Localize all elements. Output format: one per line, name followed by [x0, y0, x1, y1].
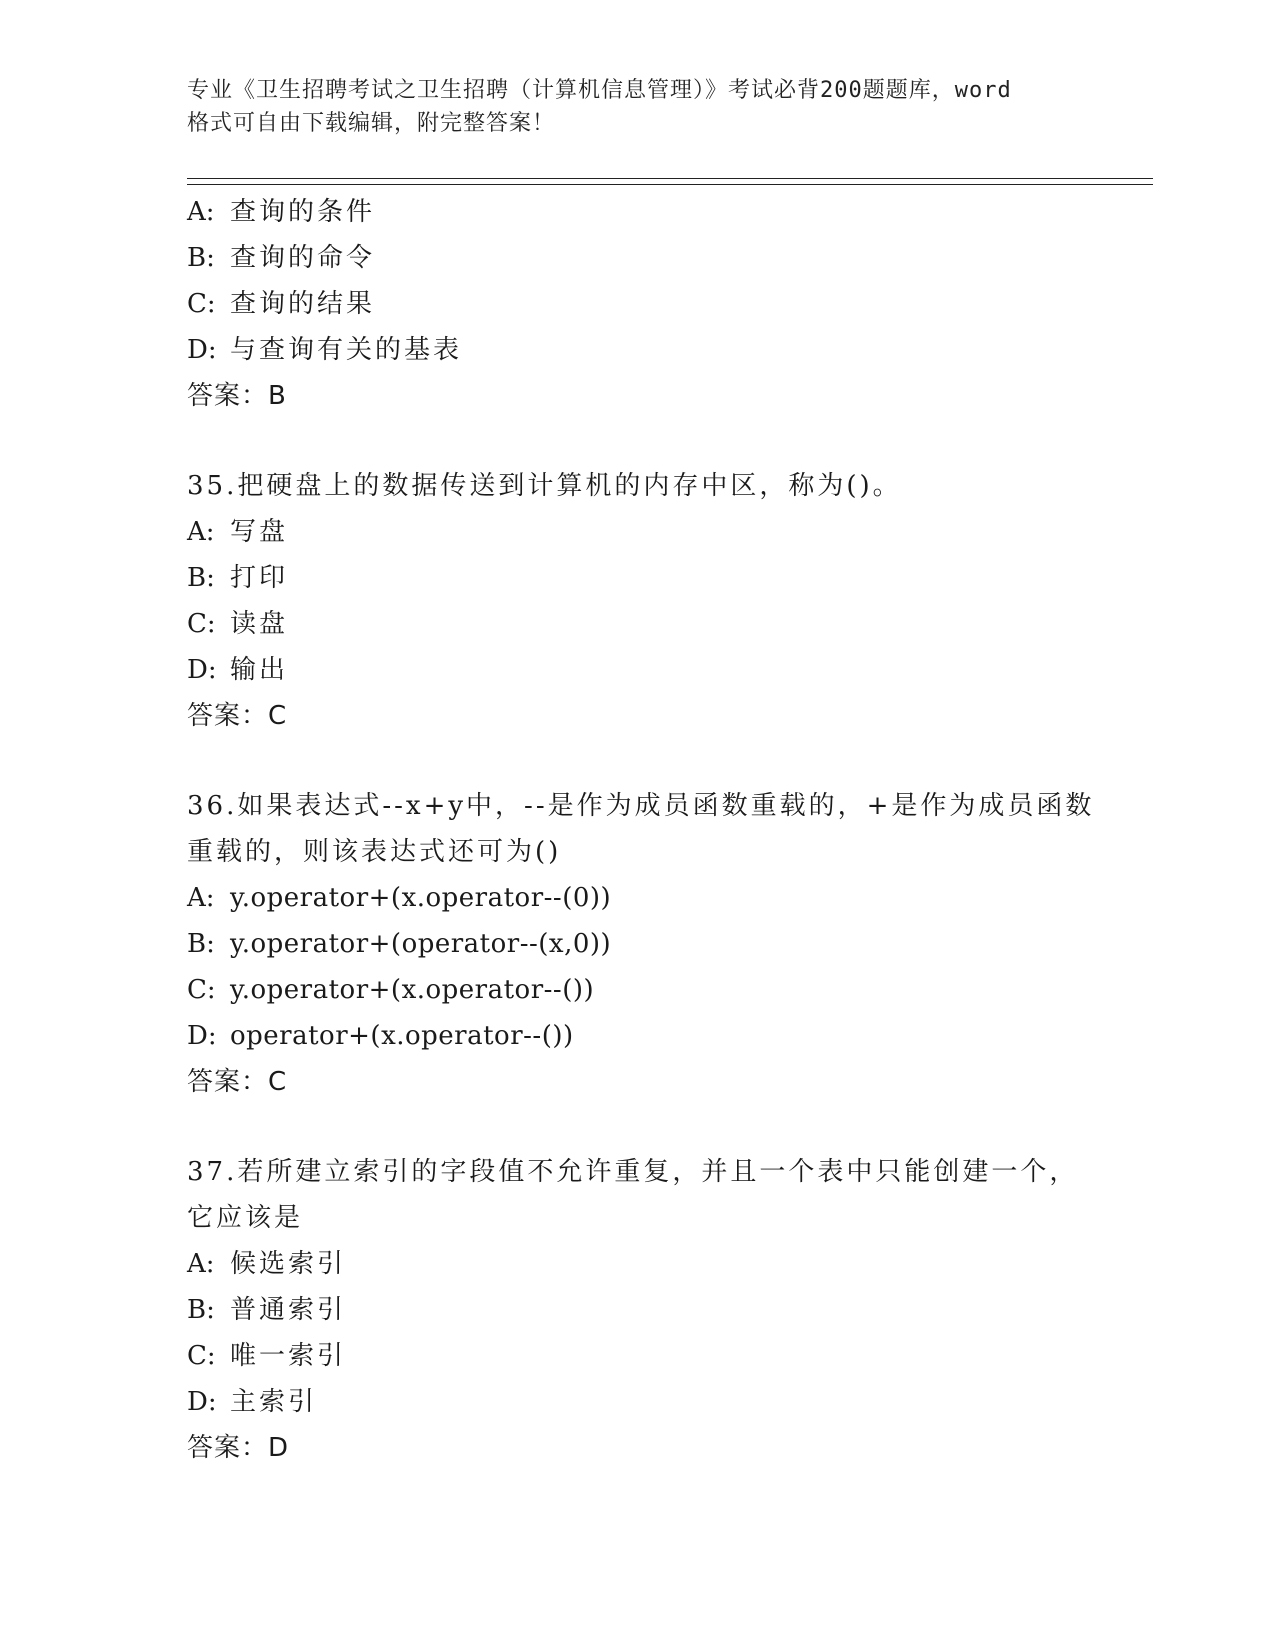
option-letter: D:: [187, 655, 217, 685]
option-d: [187, 647, 1107, 693]
option-text: 查询的条件: [230, 197, 376, 227]
option-letter: A:: [187, 197, 215, 227]
option-text: y.operator+(x.operator--()): [230, 975, 595, 1005]
option-letter: A:: [187, 883, 215, 913]
option-letter: B:: [187, 243, 215, 273]
option-d: [187, 1013, 1107, 1059]
option-a: [187, 189, 1107, 235]
option-text: 查询的结果: [230, 289, 376, 319]
option-text: y.operator+(operator--(x,0)): [230, 929, 612, 959]
option-text: 唯一索引: [230, 1341, 347, 1371]
spacer: [187, 419, 1107, 463]
option-text: 打印: [230, 563, 289, 593]
option-c: [187, 1333, 1107, 1379]
answer: 答案：B: [187, 381, 287, 411]
option-letter: D:: [187, 335, 217, 365]
option-text: 输出: [230, 655, 289, 685]
option-b: [187, 1287, 1107, 1333]
option-letter: D:: [187, 1021, 217, 1051]
question-stem-line-2: 重载的，则该表达式还可为(): [187, 837, 562, 867]
option-text: operator+(x.operator--()): [230, 1021, 574, 1051]
header-rule-top: [187, 178, 1153, 179]
question-35: [187, 463, 1107, 739]
question-stem-line-2: 它应该是: [187, 1203, 304, 1233]
answer: 答案：D: [187, 1433, 290, 1463]
option-letter: C:: [187, 609, 216, 639]
option-text: 查询的命令: [230, 243, 376, 273]
option-letter: B:: [187, 929, 215, 959]
header-line-1: 专业《卫生招聘考试之卫生招聘（计算机信息管理）》考试必背200题题库，word: [187, 78, 1012, 103]
question-stem: 35.把硬盘上的数据传送到计算机的内存中区，称为()。: [187, 471, 902, 501]
option-text: y.operator+(x.operator--(0)): [230, 883, 612, 913]
answer: 答案：C: [187, 701, 288, 731]
question-stem-line-1: 36.如果表达式--x+y中，--是作为成员函数重载的，+是作为成员函数: [187, 791, 1095, 821]
header-rule-bottom: [187, 184, 1153, 185]
option-letter: D:: [187, 1387, 217, 1417]
option-letter: B:: [187, 1295, 215, 1325]
option-d: [187, 1379, 1107, 1425]
option-text: 与查询有关的基表: [230, 335, 463, 365]
spacer: [187, 739, 1107, 783]
option-a: [187, 875, 1107, 921]
option-text: 读盘: [230, 609, 289, 639]
option-d: [187, 327, 1107, 373]
option-letter: C:: [187, 975, 216, 1005]
option-a: [187, 509, 1107, 555]
option-b: [187, 555, 1107, 601]
option-text: 写盘: [230, 517, 289, 547]
document-header: [187, 74, 1087, 140]
question-list: [187, 189, 1107, 1471]
option-a: [187, 1241, 1107, 1287]
option-text: 主索引: [230, 1387, 318, 1417]
question-34: [187, 189, 1107, 419]
option-c: [187, 967, 1107, 1013]
spacer: [187, 1105, 1107, 1149]
option-letter: C:: [187, 1341, 216, 1371]
option-letter: C:: [187, 289, 216, 319]
option-letter: A:: [187, 1249, 215, 1279]
option-b: [187, 235, 1107, 281]
option-c: [187, 601, 1107, 647]
option-b: [187, 921, 1107, 967]
answer: 答案：C: [187, 1067, 288, 1097]
option-c: [187, 281, 1107, 327]
question-37: [187, 1149, 1107, 1471]
question-36: [187, 783, 1107, 1105]
header-line-2: 格式可自由下载编辑，附完整答案！: [187, 111, 556, 136]
question-stem-line-1: 37.若所建立索引的字段值不允许重复，并且一个表中只能创建一个，: [187, 1157, 1079, 1187]
option-text: 普通索引: [230, 1295, 347, 1325]
option-letter: A:: [187, 517, 215, 547]
option-text: 候选索引: [230, 1249, 347, 1279]
option-letter: B:: [187, 563, 215, 593]
